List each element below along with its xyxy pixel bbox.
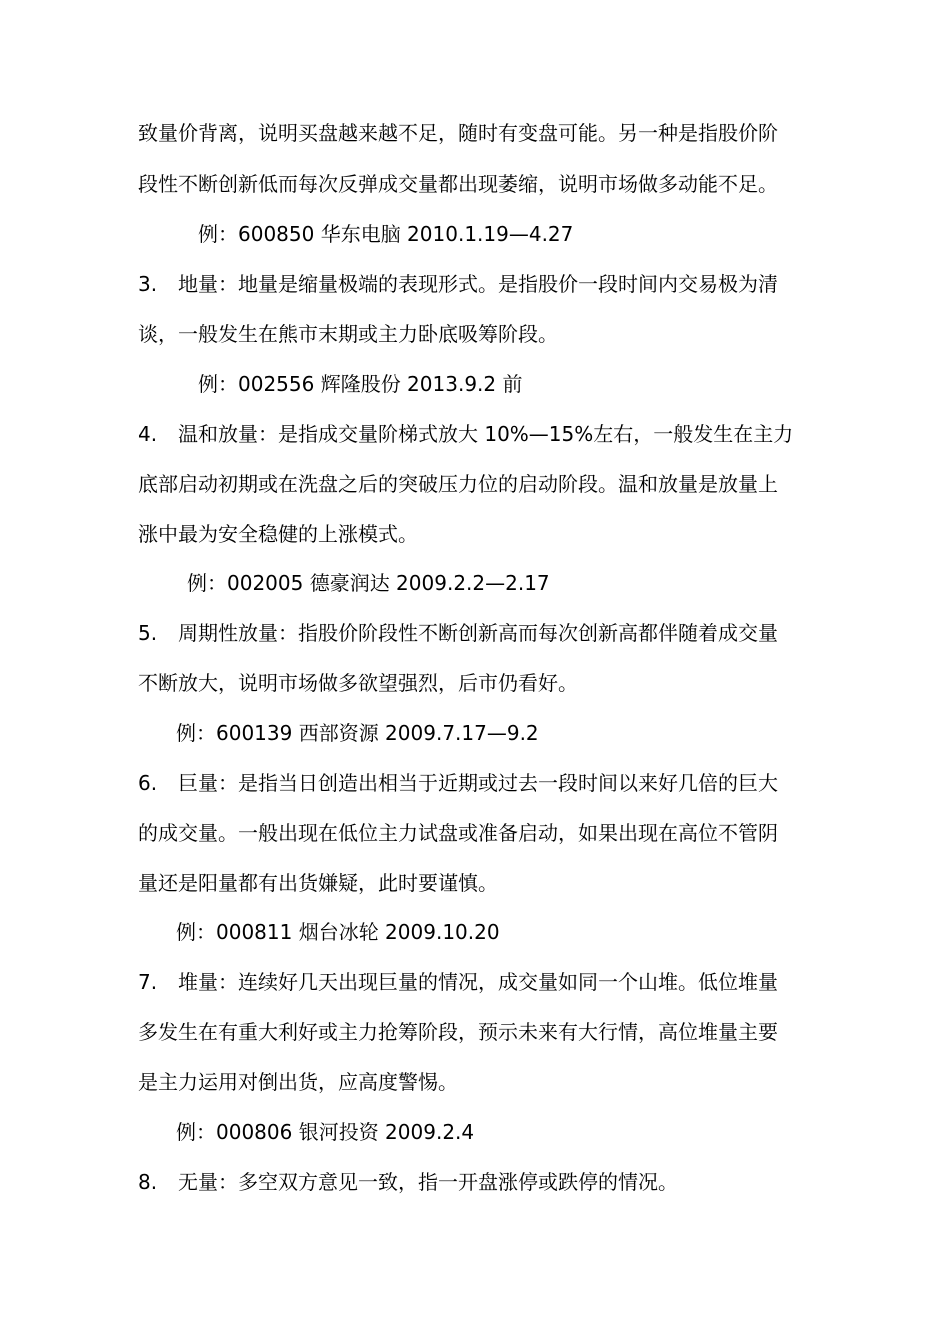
text-line: 底部启动初期或在洗盘之后的突破压力位的启动阶段。温和放量是放量上 xyxy=(138,472,778,496)
example-line: 例：002556 辉隆股份 2013.9.2 前 xyxy=(198,372,523,396)
text-line: 多发生在有重大利好或主力抢筹阶段，预示未来有大行情，高位堆量主要 xyxy=(138,1020,778,1044)
list-item-7 xyxy=(138,969,838,995)
item-number: 7. xyxy=(138,970,158,994)
list-item-6 xyxy=(138,770,838,796)
item-text: 巨量：是指当日创造出相当于近期或过去一段时间以来好几倍的巨大 xyxy=(178,771,778,795)
item-number: 4. xyxy=(138,422,158,446)
text-line: 致量价背离，说明买盘越来越不足，随时有变盘可能。另一种是指股价阶 xyxy=(138,121,778,145)
example-line: 例：000811 烟台冰轮 2009.10.20 xyxy=(176,920,500,944)
example-line: 例：000806 银河投资 2009.2.4 xyxy=(176,1120,475,1144)
item-number: 3. xyxy=(138,272,158,296)
item-text: 温和放量：是指成交量阶梯式放大 10%—15%左右，一般发生在主力 xyxy=(178,422,794,446)
text-line: 谈，一般发生在熊市末期或主力卧底吸筹阶段。 xyxy=(138,322,558,346)
list-item-4 xyxy=(138,421,838,447)
list-item-8 xyxy=(138,1169,838,1195)
item-text: 无量：多空双方意见一致，指一开盘涨停或跌停的情况。 xyxy=(178,1170,678,1194)
text-line: 段性不断创新低而每次反弹成交量都出现萎缩，说明市场做多动能不足。 xyxy=(138,172,778,196)
example-line: 例：600850 华东电脑 2010.1.19—4.27 xyxy=(198,222,574,246)
list-item-5 xyxy=(138,620,838,646)
text-line: 量还是阳量都有出货嫌疑，此时要谨慎。 xyxy=(138,871,498,895)
text-line: 不断放大，说明市场做多欲望强烈，后市仍看好。 xyxy=(138,671,578,695)
text-line: 的成交量。一般出现在低位主力试盘或准备启动，如果出现在高位不管阴 xyxy=(138,821,778,845)
item-text: 周期性放量：指股价阶段性不断创新高而每次创新高都伴随着成交量 xyxy=(178,621,778,645)
text-line: 涨中最为安全稳健的上涨模式。 xyxy=(138,522,418,546)
example-line: 例：002005 德豪润达 2009.2.2—2.17 xyxy=(187,571,550,595)
list-item-3 xyxy=(138,271,838,297)
item-number: 8. xyxy=(138,1170,158,1194)
item-number: 5. xyxy=(138,621,158,645)
example-line: 例：600139 西部资源 2009.7.17—9.2 xyxy=(176,721,539,745)
item-number: 6. xyxy=(138,771,158,795)
item-text: 地量：地量是缩量极端的表现形式。是指股价一段时间内交易极为清 xyxy=(178,272,778,296)
text-line: 是主力运用对倒出货，应高度警惕。 xyxy=(138,1070,458,1094)
item-text: 堆量：连续好几天出现巨量的情况，成交量如同一个山堆。低位堆量 xyxy=(178,970,778,994)
